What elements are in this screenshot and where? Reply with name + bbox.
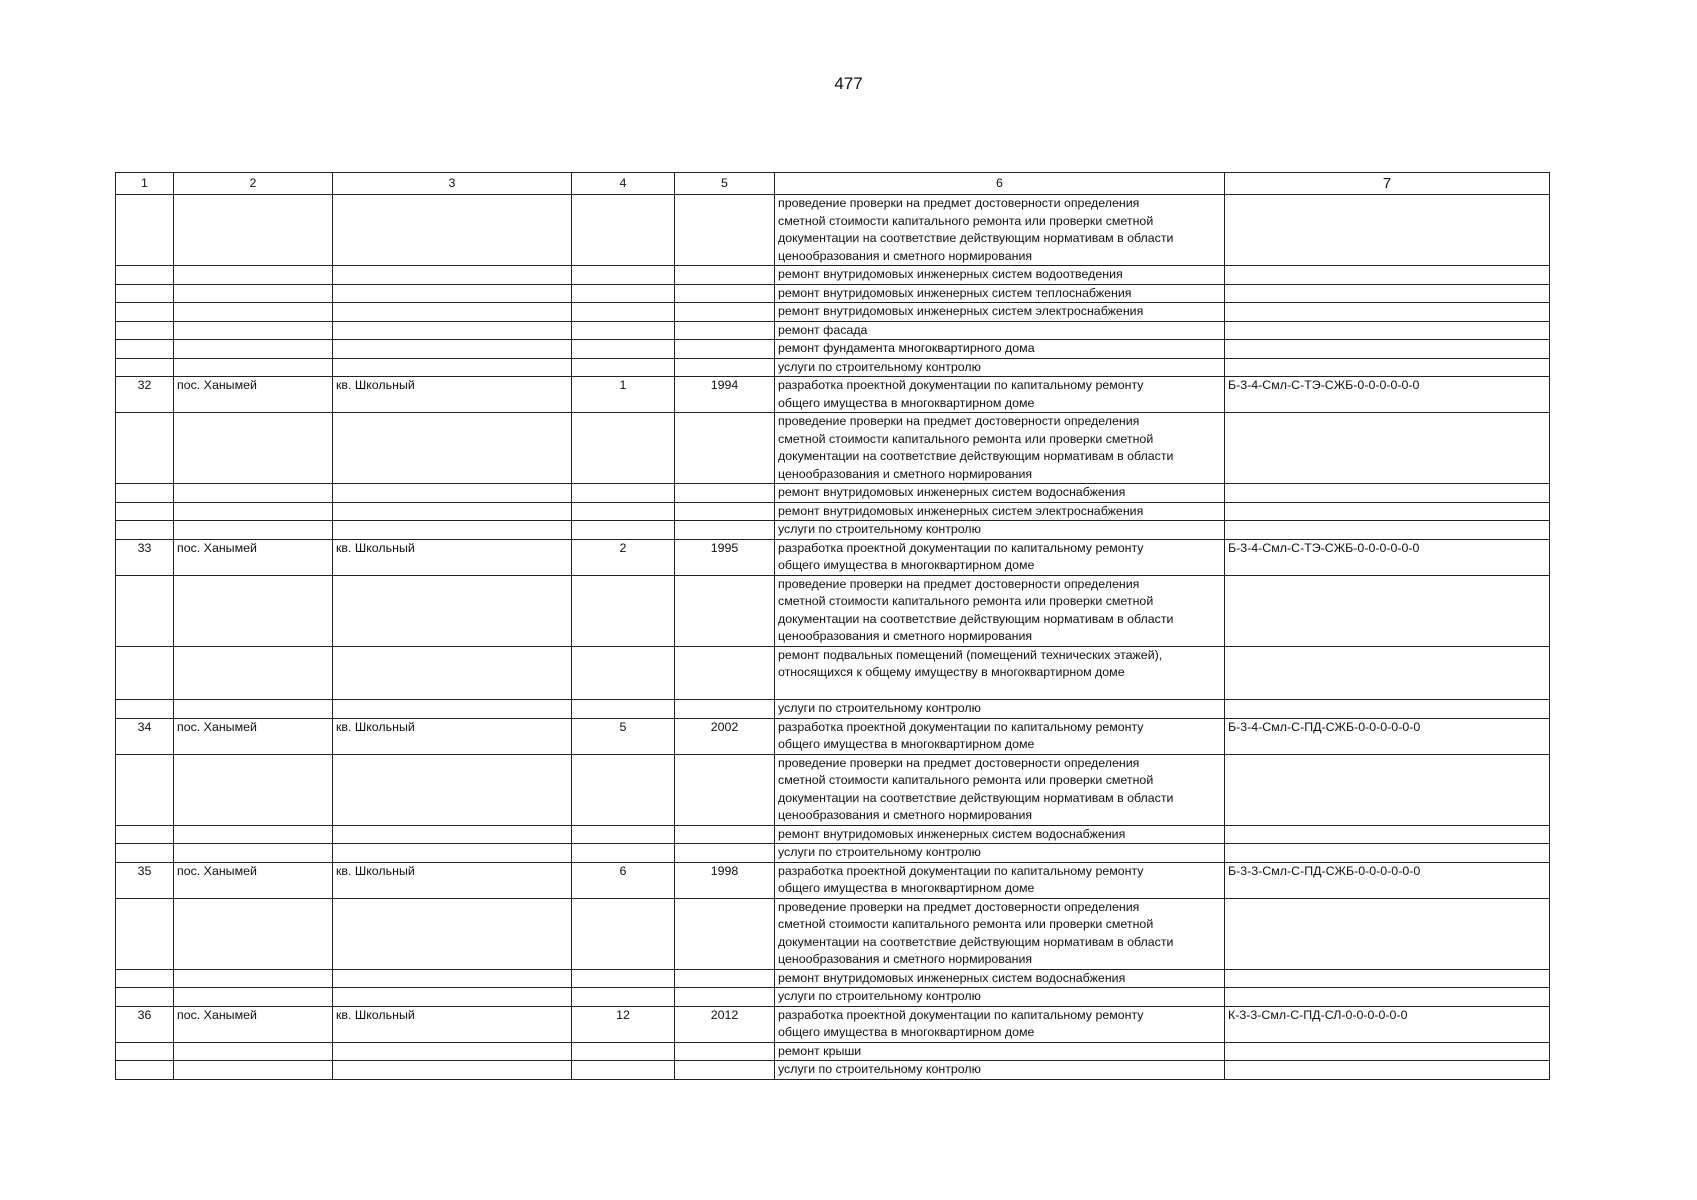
year-cell bbox=[675, 284, 775, 303]
code-cell: Б-3-3-Смл-С-ПД-СЖБ-0-0-0-0-0-0 bbox=[1225, 862, 1550, 898]
work-type-cell bbox=[775, 969, 1225, 988]
row-number bbox=[116, 754, 174, 825]
work-type-line: проведение проверки на предмет достоверности определения bbox=[778, 576, 1140, 591]
year-cell bbox=[675, 646, 775, 700]
work-type-cell bbox=[775, 700, 1225, 719]
table-row bbox=[116, 413, 1550, 484]
row-number bbox=[116, 413, 174, 484]
code-cell bbox=[1225, 321, 1550, 340]
street-cell bbox=[333, 825, 572, 844]
year-cell bbox=[675, 754, 775, 825]
work-type-cell bbox=[775, 862, 1225, 898]
work-type-line: ремонт внутридомовых инженерных систем электроснабжения bbox=[778, 304, 1144, 318]
settlement-cell bbox=[174, 321, 333, 340]
house-number-cell bbox=[572, 340, 675, 359]
row-number: 32 bbox=[116, 377, 174, 413]
street-cell bbox=[333, 844, 572, 863]
work-type-line: ценообразования и сметного нормирования bbox=[778, 466, 1033, 481]
settlement-cell bbox=[174, 844, 333, 863]
work-type-cell bbox=[775, 898, 1225, 969]
code-cell bbox=[1225, 195, 1550, 266]
work-type-cell bbox=[775, 195, 1225, 266]
table-row bbox=[116, 266, 1550, 285]
street-cell: кв. Школьный bbox=[333, 539, 572, 575]
settlement-cell bbox=[174, 825, 333, 844]
work-type-line: сметной стоимости капитального ремонта или проверки сметной bbox=[778, 431, 1154, 446]
settlement-cell bbox=[174, 575, 333, 646]
settlement-cell bbox=[174, 988, 333, 1007]
work-type-line: разработка проектной документации по капитальному ремонту bbox=[778, 540, 1144, 555]
year-cell bbox=[675, 844, 775, 863]
row-number bbox=[116, 340, 174, 359]
house-number-cell: 1 bbox=[572, 377, 675, 413]
work-type-cell bbox=[775, 321, 1225, 340]
work-type-line: проведение проверки на предмет достоверности определения bbox=[778, 414, 1140, 428]
table-row bbox=[116, 898, 1550, 969]
code-cell bbox=[1225, 266, 1550, 285]
code-cell bbox=[1225, 1042, 1550, 1061]
row-number bbox=[116, 1042, 174, 1061]
street-cell bbox=[333, 358, 572, 377]
house-number-cell bbox=[572, 575, 675, 646]
house-number-cell bbox=[572, 700, 675, 719]
work-type-line: услуги по строительному контролю bbox=[778, 359, 981, 374]
table-row bbox=[116, 575, 1550, 646]
work-type-line: документации на соответствие действующим нормативам в области bbox=[778, 611, 1174, 626]
row-number bbox=[116, 646, 174, 700]
work-type-line: ценообразования и сметного нормирования bbox=[778, 248, 1033, 263]
year-cell: 1998 bbox=[675, 862, 775, 898]
code-cell bbox=[1225, 825, 1550, 844]
row-number bbox=[116, 521, 174, 540]
house-number-cell: 12 bbox=[572, 1006, 675, 1042]
street-cell: кв. Школьный bbox=[333, 377, 572, 413]
work-type-cell bbox=[775, 413, 1225, 484]
row-number bbox=[116, 502, 174, 521]
year-cell: 2012 bbox=[675, 1006, 775, 1042]
header-row bbox=[116, 173, 1550, 195]
year-cell bbox=[675, 575, 775, 646]
code-cell bbox=[1225, 988, 1550, 1007]
table-row bbox=[116, 1061, 1550, 1080]
row-number: 35 bbox=[116, 862, 174, 898]
house-number-cell bbox=[572, 284, 675, 303]
street-cell bbox=[333, 969, 572, 988]
work-type-line: ценообразования и сметного нормирования bbox=[778, 629, 1033, 643]
year-cell bbox=[675, 988, 775, 1007]
year-cell bbox=[675, 502, 775, 521]
work-type-line: услуги по строительному контролю bbox=[778, 1062, 981, 1076]
work-type-line: разработка проектной документации по капитальному ремонту bbox=[778, 863, 1144, 878]
work-type-line: общего имущества в многоквартирном доме bbox=[778, 881, 1035, 895]
settlement-cell bbox=[174, 700, 333, 719]
row-number: 34 bbox=[116, 718, 174, 754]
row-number bbox=[116, 321, 174, 340]
work-type-line: документации на соответствие действующим нормативам в области bbox=[778, 790, 1174, 805]
code-cell bbox=[1225, 484, 1550, 503]
settlement-cell: пос. Ханымей bbox=[174, 1006, 333, 1042]
work-type-line: ремонт фасада bbox=[778, 322, 868, 337]
settlement-cell bbox=[174, 284, 333, 303]
street-cell: кв. Школьный bbox=[333, 718, 572, 754]
work-type-line: общего имущества в многоквартирном доме bbox=[778, 395, 1035, 410]
settlement-cell bbox=[174, 898, 333, 969]
work-type-cell bbox=[775, 539, 1225, 575]
work-type-cell bbox=[775, 1006, 1225, 1042]
house-number-cell bbox=[572, 195, 675, 266]
table-row bbox=[116, 195, 1550, 266]
house-number-cell bbox=[572, 321, 675, 340]
table-row bbox=[116, 1006, 1550, 1042]
code-cell bbox=[1225, 303, 1550, 322]
work-type-line: ценообразования и сметного нормирования bbox=[778, 808, 1033, 822]
code-cell bbox=[1225, 1061, 1550, 1080]
header-cell: 5 bbox=[675, 173, 775, 195]
house-number-cell: 6 bbox=[572, 862, 675, 898]
house-number-cell bbox=[572, 303, 675, 322]
year-cell bbox=[675, 1042, 775, 1061]
work-type-line: ценообразования и сметного нормирования bbox=[778, 952, 1033, 966]
street-cell bbox=[333, 340, 572, 359]
settlement-cell bbox=[174, 303, 333, 322]
work-type-line: ремонт внутридомовых инженерных систем теплоснабжения bbox=[778, 285, 1132, 300]
work-type-line: услуги по строительному контролю bbox=[778, 845, 981, 859]
header-cell: 4 bbox=[572, 173, 675, 195]
code-cell bbox=[1225, 521, 1550, 540]
work-type-line: услуги по строительному контролю bbox=[778, 701, 981, 715]
street-cell bbox=[333, 413, 572, 484]
street-cell bbox=[333, 303, 572, 322]
year-cell bbox=[675, 321, 775, 340]
house-number-cell bbox=[572, 825, 675, 844]
code-cell bbox=[1225, 754, 1550, 825]
row-number bbox=[116, 266, 174, 285]
table-body bbox=[116, 173, 1550, 1080]
year-cell bbox=[675, 898, 775, 969]
row-number bbox=[116, 303, 174, 322]
settlement-cell: пос. Ханымей bbox=[174, 539, 333, 575]
house-number-cell bbox=[572, 1042, 675, 1061]
year-cell bbox=[675, 195, 775, 266]
table-row bbox=[116, 377, 1550, 413]
row-number bbox=[116, 195, 174, 266]
house-number-cell bbox=[572, 484, 675, 503]
work-type-line: сметной стоимости капитального ремонта или проверки сметной bbox=[778, 594, 1154, 608]
work-type-line: сметной стоимости капитального ремонта или проверки сметной bbox=[778, 213, 1154, 228]
street-cell bbox=[333, 266, 572, 285]
year-cell: 1994 bbox=[675, 377, 775, 413]
table-row bbox=[116, 521, 1550, 540]
house-number-cell bbox=[572, 358, 675, 377]
work-type-line: ремонт внутридомовых инженерных систем водоснабжения bbox=[778, 485, 1126, 499]
settlement-cell bbox=[174, 340, 333, 359]
settlement-cell bbox=[174, 266, 333, 285]
code-cell bbox=[1225, 340, 1550, 359]
year-cell bbox=[675, 413, 775, 484]
table-row bbox=[116, 754, 1550, 825]
table-row bbox=[116, 502, 1550, 521]
work-type-line: ремонт фундамента многоквартирного дома bbox=[778, 341, 1035, 355]
settlement-cell bbox=[174, 521, 333, 540]
street-cell bbox=[333, 484, 572, 503]
settlement-cell: пос. Ханымей bbox=[174, 377, 333, 413]
row-number bbox=[116, 484, 174, 503]
table-row bbox=[116, 969, 1550, 988]
header-cell: 3 bbox=[333, 173, 572, 195]
table-row bbox=[116, 303, 1550, 322]
code-cell bbox=[1225, 413, 1550, 484]
row-number: 36 bbox=[116, 1006, 174, 1042]
settlement-cell bbox=[174, 969, 333, 988]
work-type-cell bbox=[775, 377, 1225, 413]
work-type-line bbox=[778, 682, 1221, 700]
code-cell bbox=[1225, 700, 1550, 719]
code-cell bbox=[1225, 575, 1550, 646]
settlement-cell bbox=[174, 1061, 333, 1080]
page-number: 477 bbox=[834, 74, 863, 93]
row-number bbox=[116, 1061, 174, 1080]
code-cell bbox=[1225, 844, 1550, 863]
table-row bbox=[116, 988, 1550, 1007]
year-cell: 2002 bbox=[675, 718, 775, 754]
header-cell: 2 bbox=[174, 173, 333, 195]
settlement-cell bbox=[174, 646, 333, 700]
work-type-line: проведение проверки на предмет достоверности определения bbox=[778, 899, 1140, 914]
work-type-line: документации на соответствие действующим нормативам в области bbox=[778, 231, 1174, 245]
street-cell bbox=[333, 646, 572, 700]
work-type-cell bbox=[775, 284, 1225, 303]
row-number bbox=[116, 844, 174, 863]
year-cell bbox=[675, 303, 775, 322]
settlement-cell bbox=[174, 413, 333, 484]
table-row bbox=[116, 646, 1550, 700]
year-cell bbox=[675, 340, 775, 359]
work-type-line: сметной стоимости капитального ремонта или проверки сметной bbox=[778, 917, 1154, 931]
street-cell bbox=[333, 700, 572, 719]
table-row bbox=[116, 539, 1550, 575]
header-cell: 6 bbox=[775, 173, 1225, 195]
house-number-cell: 5 bbox=[572, 718, 675, 754]
work-type-cell bbox=[775, 303, 1225, 322]
row-number bbox=[116, 575, 174, 646]
street-cell bbox=[333, 195, 572, 266]
row-number: 33 bbox=[116, 539, 174, 575]
work-type-line: ремонт внутридомовых инженерных систем водоснабжения bbox=[778, 826, 1126, 841]
work-type-cell bbox=[775, 844, 1225, 863]
year-cell bbox=[675, 1061, 775, 1080]
table-row bbox=[116, 718, 1550, 754]
row-number bbox=[116, 358, 174, 377]
header-cell: 7 bbox=[1225, 173, 1550, 195]
work-type-line: документации на соответствие действующим нормативам в области bbox=[778, 934, 1174, 949]
street-cell bbox=[333, 898, 572, 969]
street-cell: кв. Школьный bbox=[333, 862, 572, 898]
row-number bbox=[116, 700, 174, 719]
code-cell: Б-3-4-Смл-С-ТЭ-СЖБ-0-0-0-0-0-0 bbox=[1225, 377, 1550, 413]
table-row bbox=[116, 825, 1550, 844]
work-type-cell bbox=[775, 718, 1225, 754]
house-number-cell bbox=[572, 988, 675, 1007]
settlement-cell bbox=[174, 502, 333, 521]
header-cell: 1 bbox=[116, 173, 174, 195]
settlement-cell bbox=[174, 1042, 333, 1061]
street-cell bbox=[333, 321, 572, 340]
year-cell bbox=[675, 358, 775, 377]
house-number-cell bbox=[572, 266, 675, 285]
house-number-cell: 2 bbox=[572, 539, 675, 575]
work-type-cell bbox=[775, 1042, 1225, 1061]
table-row bbox=[116, 284, 1550, 303]
row-number bbox=[116, 969, 174, 988]
settlement-cell bbox=[174, 754, 333, 825]
work-type-cell bbox=[775, 484, 1225, 503]
settlement-cell: пос. Ханымей bbox=[174, 718, 333, 754]
work-type-line: документации на соответствие действующим нормативам в области bbox=[778, 449, 1174, 463]
table-row bbox=[116, 862, 1550, 898]
code-cell: К-3-3-Смл-С-ПД-СЛ-0-0-0-0-0-0 bbox=[1225, 1006, 1550, 1042]
work-type-line: ремонт подвальных помещений (помещений технических этажей), bbox=[778, 647, 1163, 662]
street-cell bbox=[333, 502, 572, 521]
year-cell bbox=[675, 825, 775, 844]
settlement-cell bbox=[174, 484, 333, 503]
row-number bbox=[116, 825, 174, 844]
code-cell bbox=[1225, 898, 1550, 969]
row-number bbox=[116, 988, 174, 1007]
street-cell bbox=[333, 988, 572, 1007]
work-type-line: ремонт внутридомовых инженерных систем водоснабжения bbox=[778, 970, 1126, 985]
code-cell: Б-3-4-Смл-С-ПД-СЖБ-0-0-0-0-0-0 bbox=[1225, 718, 1550, 754]
street-cell bbox=[333, 575, 572, 646]
house-number-cell bbox=[572, 844, 675, 863]
work-type-line: проведение проверки на предмет достоверности определения bbox=[778, 196, 1140, 210]
street-cell bbox=[333, 1042, 572, 1061]
year-cell bbox=[675, 521, 775, 540]
year-cell bbox=[675, 969, 775, 988]
work-type-cell bbox=[775, 575, 1225, 646]
code-cell bbox=[1225, 358, 1550, 377]
work-type-line: разработка проектной документации по капитальному ремонту bbox=[778, 719, 1144, 734]
work-type-line: сметной стоимости капитального ремонта или проверки сметной bbox=[778, 773, 1154, 787]
work-type-cell bbox=[775, 340, 1225, 359]
year-cell: 1995 bbox=[675, 539, 775, 575]
work-type-line: разработка проектной документации по капитальному ремонту bbox=[778, 378, 1144, 392]
work-type-line: проведение проверки на предмет достоверности определения bbox=[778, 755, 1140, 770]
work-type-line: общего имущества в многоквартирном доме bbox=[778, 737, 1035, 751]
work-type-line: общего имущества в многоквартирном доме bbox=[778, 558, 1035, 572]
table-row bbox=[116, 340, 1550, 359]
work-type-line: относящихся к общему имуществу в многоквартирном доме bbox=[778, 665, 1125, 679]
work-type-cell bbox=[775, 754, 1225, 825]
work-type-cell bbox=[775, 825, 1225, 844]
work-type-line: ремонт крыши bbox=[778, 1043, 862, 1058]
code-cell: Б-3-4-Смл-С-ТЭ-СЖБ-0-0-0-0-0-0 bbox=[1225, 539, 1550, 575]
table-row bbox=[116, 321, 1550, 340]
code-cell bbox=[1225, 502, 1550, 521]
work-type-cell bbox=[775, 502, 1225, 521]
house-number-cell bbox=[572, 502, 675, 521]
work-type-cell bbox=[775, 988, 1225, 1007]
work-type-cell bbox=[775, 1061, 1225, 1080]
work-type-line: ремонт внутридомовых инженерных систем электроснабжения bbox=[778, 503, 1144, 518]
house-number-cell bbox=[572, 969, 675, 988]
work-type-cell bbox=[775, 521, 1225, 540]
table-row bbox=[116, 844, 1550, 863]
year-cell bbox=[675, 266, 775, 285]
street-cell bbox=[333, 754, 572, 825]
street-cell bbox=[333, 521, 572, 540]
work-type-line: ремонт внутридомовых инженерных систем водоотведения bbox=[778, 267, 1123, 281]
house-number-cell bbox=[572, 521, 675, 540]
house-number-cell bbox=[572, 754, 675, 825]
table-row bbox=[116, 1042, 1550, 1061]
table-row bbox=[116, 358, 1550, 377]
house-number-cell bbox=[572, 413, 675, 484]
settlement-cell: пос. Ханымей bbox=[174, 862, 333, 898]
work-type-line: услуги по строительному контролю bbox=[778, 989, 981, 1003]
street-cell bbox=[333, 1061, 572, 1080]
year-cell bbox=[675, 484, 775, 503]
table-row bbox=[116, 700, 1550, 719]
house-number-cell bbox=[572, 1061, 675, 1080]
house-number-cell bbox=[572, 898, 675, 969]
settlement-cell bbox=[174, 195, 333, 266]
street-cell bbox=[333, 284, 572, 303]
year-cell bbox=[675, 700, 775, 719]
work-type-cell bbox=[775, 358, 1225, 377]
code-cell bbox=[1225, 284, 1550, 303]
street-cell: кв. Школьный bbox=[333, 1006, 572, 1042]
work-type-cell bbox=[775, 266, 1225, 285]
code-cell bbox=[1225, 646, 1550, 700]
code-cell bbox=[1225, 969, 1550, 988]
works-table bbox=[115, 172, 1550, 1080]
row-number bbox=[116, 284, 174, 303]
work-type-line: общего имущества в многоквартирном доме bbox=[778, 1025, 1035, 1039]
work-type-cell bbox=[775, 646, 1225, 700]
work-type-line: разработка проектной документации по капитальному ремонту bbox=[778, 1007, 1144, 1022]
house-number-cell bbox=[572, 646, 675, 700]
row-number bbox=[116, 898, 174, 969]
table-row bbox=[116, 484, 1550, 503]
settlement-cell bbox=[174, 358, 333, 377]
work-type-line: услуги по строительному контролю bbox=[778, 522, 981, 536]
